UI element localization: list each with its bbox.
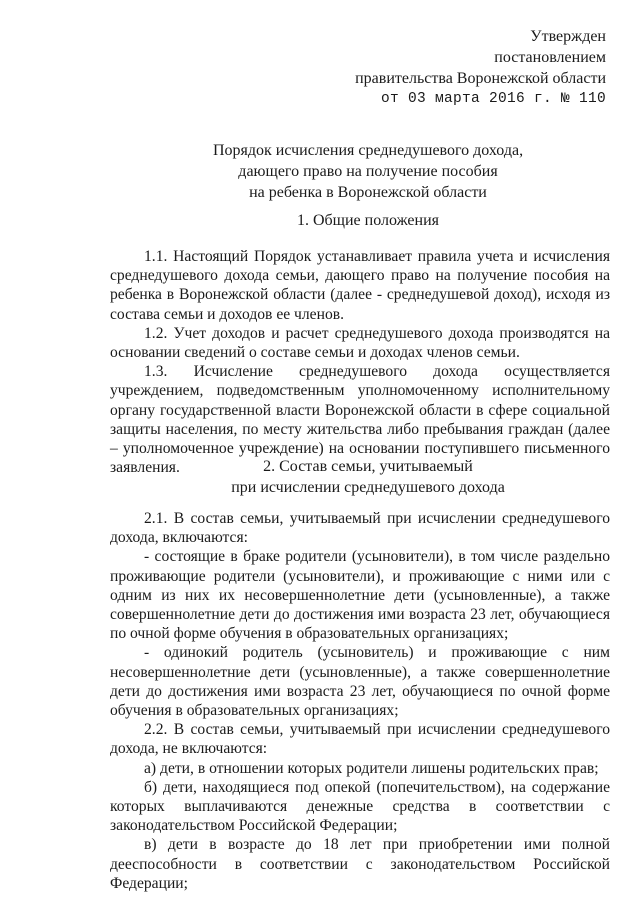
section-1-body [110, 247, 610, 477]
approval-line-government: правительства Воронежской области [355, 70, 606, 87]
section-2-heading [0, 456, 640, 498]
paragraph-2-1: 2.1. В состав семьи, учитываемый при исчислении среднедушевого дохода, включаются: [110, 510, 610, 547]
section-2-body [110, 509, 610, 893]
approval-block [355, 26, 606, 110]
title-line-1: Порядок исчисления среднедушевого дохода, [212, 142, 524, 159]
section-2-heading-line-2: при исчислении среднедушевого дохода [231, 479, 505, 496]
document-title [0, 140, 640, 203]
list-item-single-parent: - одинокий родитель (усыновитель) и проживающие с ним несовершеннолетние дети (усыновленные), а также совершеннолетние дети до достижения ими возраста 23 лет, обучающиеся по очной форме обучения в образовательных организациях; [110, 644, 610, 720]
approval-line-resolution: постановлением [494, 49, 606, 66]
paragraph-1-3: 1.3. Исчисление среднедушевого дохода осуществляется учреждением, подведомственным уполномоченному исполнительному органу государственной власти Воронежской области в сфере социальной защиты населения, по месту жительства либо пребывания граждан (далее – уполномоченное учреждение) на основании поступившего письменного заявления. [110, 363, 610, 477]
approval-line-date-number: от 03 марта 2016 г. № 110 [380, 91, 606, 107]
title-line-3: на ребенка в Воронежской области [249, 184, 487, 201]
paragraph-1-2: 1.2. Учет доходов и расчет среднедушевого дохода производятся на основании сведений о составе семьи и доходах членов семьи. [110, 324, 610, 362]
paragraph-1-1: 1.1. Настоящий Порядок устанавливает правила учета и исчисления среднедушевого дохода семьи, дающего право на получение пособия на ребенка в Воронежской области (далее - среднедушевой доход), исходя из состава семьи и доходов ее членов. [110, 248, 610, 323]
paragraph-2-2: 2.2. В состав семьи, учитываемый при исчислении среднедушевого дохода, не включаются: [110, 721, 610, 758]
approval-line-approved: Утвержден [530, 28, 606, 45]
list-item-married-parents: - состоящие в браке родители (усыновители), в том числе раздельно проживающие родители (усыновители), и проживающие с ними или с одним из них их несовершеннолетние дети (усыновленные), а также совершеннолетние дети до достижения ими возраста 23 лет, обучающиеся по очной форме обучения в образовательных организациях; [110, 548, 610, 643]
section-2-heading-line-1: 2. Состав семьи, учитываемый [263, 458, 473, 475]
section-1-heading: 1. Общие положения [296, 212, 440, 229]
list-item-a: а) дети, в отношении которых родители лишены родительских прав; [144, 759, 599, 777]
list-item-v: в) дети в возрасте до 18 лет при приобретении ими полной дееспособности в соответствии с законодательством Российской Федерации; [110, 836, 610, 892]
title-line-2: дающего право на получение пособия [238, 163, 498, 180]
list-item-b: б) дети, находящиеся под опекой (попечительством), на содержание которых выплачиваются денежные средства в соответствии с законодательством Российской Федерации; [110, 778, 610, 835]
